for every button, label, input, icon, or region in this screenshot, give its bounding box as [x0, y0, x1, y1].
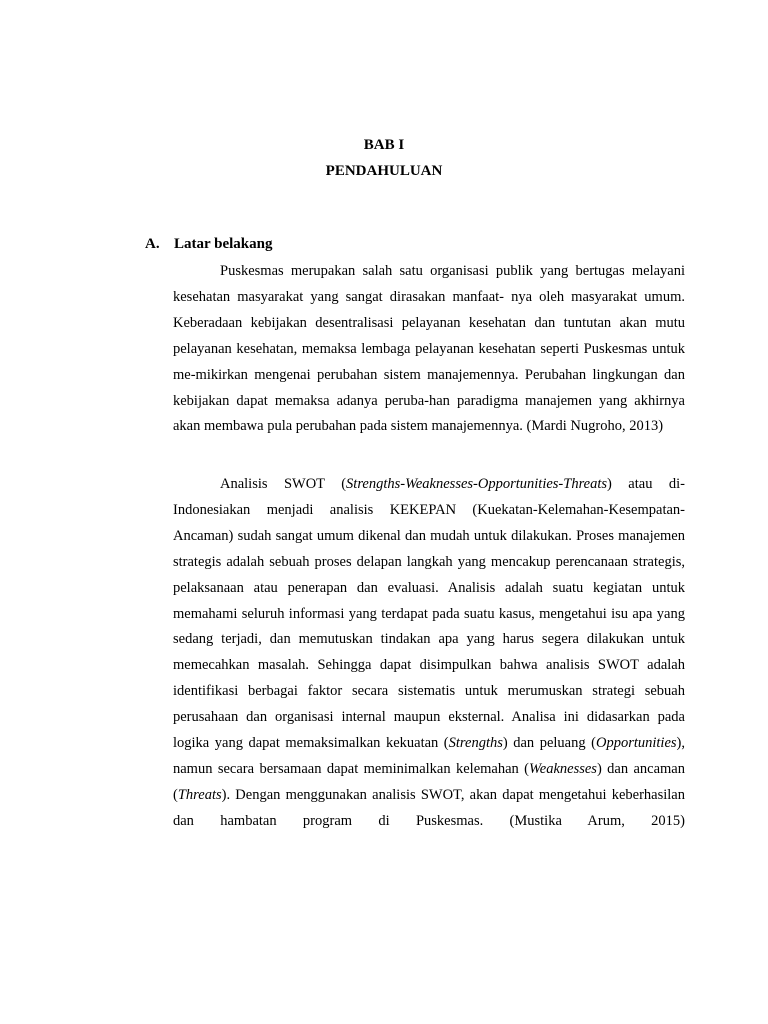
paragraph-1-text: Puskesmas merupakan salah satu organisasi publik yang bertugas melayani kesehatan masyarakat yang sangat dirasakan manfaat- nya oleh masyarakat umum. Keberadaan kebijakan desentralisasi pelayanan kesehatan dan tuntutan akan mutu pelayanan kesehatan, memaksa lembaga pelayanan kesehatan seperti Puskesmas untuk me-mikirkan mengenai perubahan sistem manajemennya. Perubahan lingkungan dan kebijakan dapat memaksa adanya peruba-han paradigma manajemen yang akhirnya akan membawa pula perubahan pada sistem manajemennya. (Mardi Nugroho, 2013): [173, 263, 685, 435]
paragraph-2-seg-6: ), namun secara bersamaan dapat meminimalkan kelemahan (: [173, 735, 685, 777]
section-heading-text: Latar belakang: [174, 236, 273, 252]
chapter-title: PENDAHULUAN: [325, 163, 443, 179]
paragraph-2-seg-9: Threats: [177, 786, 222, 803]
paragraph-2-seg-1: Strengths-Weaknesses-Opportunities-Threats: [346, 476, 608, 492]
paragraph-2-seg-3: Strengths: [448, 735, 503, 752]
paragraph-2-seg-4: ) dan peluang (: [502, 735, 596, 752]
paragraph-2-seg-8: ) dan ancaman (: [173, 760, 685, 803]
paragraph-2-seg-10: ). Dengan menggunakan analisis SWOT, akan dapat mengetahui keberhasilan dan hambatan program di Puskesmas. (Mustika Arum, 2015): [173, 786, 685, 829]
section-number: A.: [145, 236, 160, 252]
paragraph-2-seg-7: Weaknesses: [529, 760, 597, 777]
paragraph-1: [173, 259, 685, 440]
paragraph-2-seg-5: Opportunities: [595, 735, 677, 752]
paragraph-2-seg-2: ) atau di-Indonesiakan menjadi analisis KEKEPAN (Kuekatan-Kelemahan-Kesempatan-Ancaman) sudah sangat umum dikenal dan mudah untuk dilakukan. Proses manajemen strategis adalah sebuah proses delapan langkah yang mencakup perencanaan strategis, pelaksanaan atau penerapan dan evaluasi. Analisis adalah suatu kegiatan untuk memahami seluruh informasi yang terdapat pada suatu kasus, mengetahui isu apa yang sedang terjadi, dan memutuskan tindakan apa yang harus segera dilakukan untuk memecahkan masalah. Sehingga dapat disimpulkan bahwa analisis SWOT adalah identifikasi berbagai faktor secara sistematis untuk merumuskan strategi sebuah perusahaan dan organisasi internal maupun eksternal. Analisa ini didasarkan pada logika yang dapat memaksimalkan kekuatan (: [173, 476, 685, 752]
chapter-label: BAB I: [363, 137, 405, 153]
paragraph-2: [173, 472, 685, 835]
section-heading: [145, 236, 273, 253]
paragraph-2-seg-0: Analisis SWOT (: [220, 476, 347, 492]
